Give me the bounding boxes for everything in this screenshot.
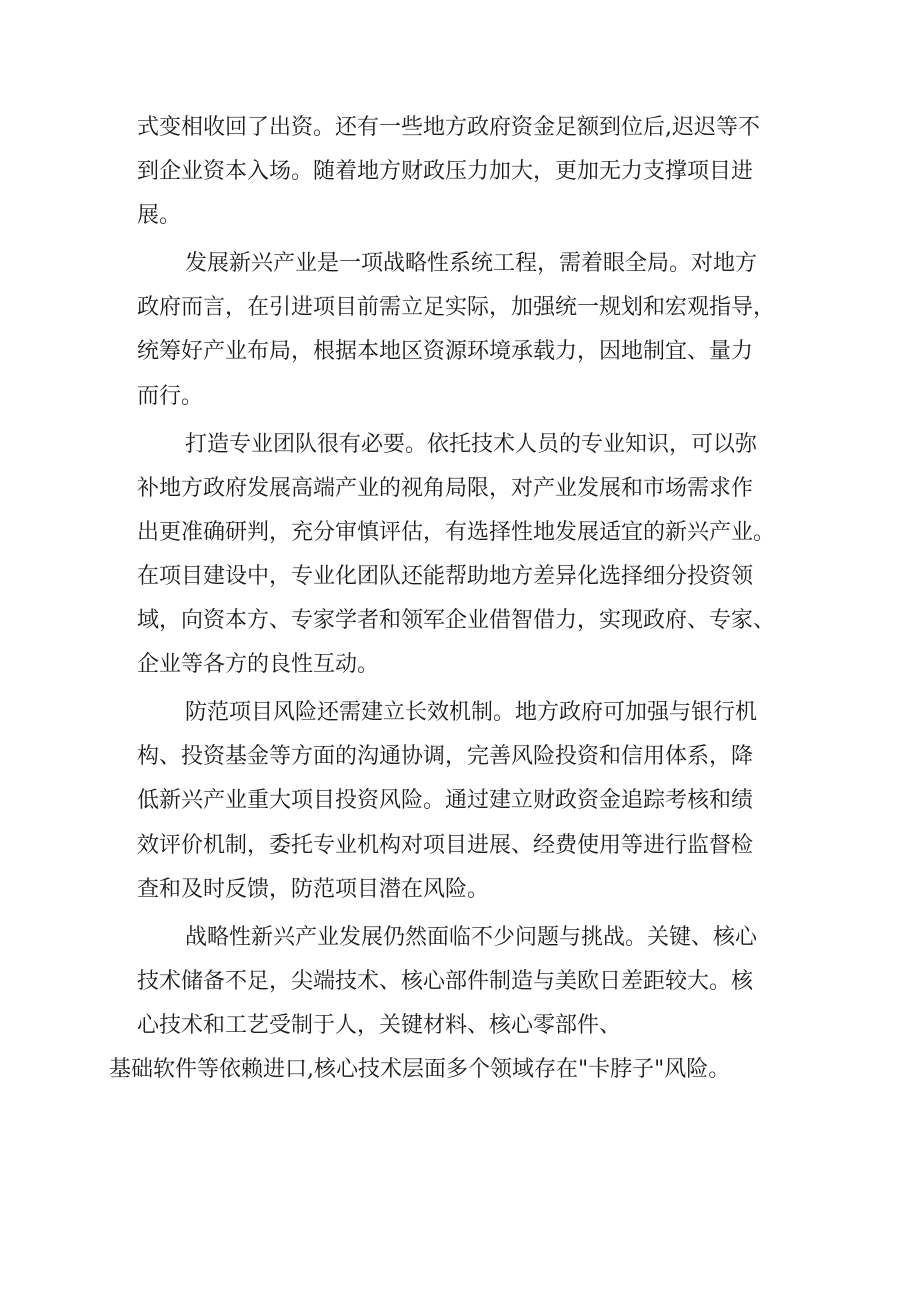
text-line: 式变相收回了出资。还有一些地方政府资金足额到位后,迟迟等不 [137, 115, 760, 140]
text-line: 补地方政府发展高端产业的视角局限，对产业发展和市场需求作 [137, 475, 754, 501]
text-line: 域，向资本方、专家学者和领军企业借智借力，实现政府、专家、 [137, 608, 776, 634]
paragraph [137, 242, 807, 418]
paragraph [137, 106, 807, 238]
text-line: 防范项目风险还需建立长效机制。地方政府可加强与银行机 [185, 700, 758, 726]
text-line: 心技术和工艺受制于人，关键材料、核心零部件、 [137, 1012, 622, 1038]
paragraph [109, 916, 807, 1092]
text-line: 统筹好产业布局，根据本地区资源环境承载力，因地制宜、量力 [137, 339, 754, 365]
text-line: 技术储备不足，尖端技术、核心部件制造与美欧日差距较大。核 [137, 968, 754, 994]
text-line: 企业等各方的良性互动。 [137, 652, 380, 678]
text-line: 基础软件等依赖进口,核心技术层面多个领域存在"卡脖子"风险。 [109, 1056, 731, 1082]
document-body [109, 106, 807, 1092]
text-line: 打造专业团队很有必要。依托技术人员的专业知识，可以弥 [185, 431, 758, 457]
text-line: 而行。 [137, 383, 204, 409]
text-line: 低新兴产业重大项目投资风险。通过建立财政资金追踪考核和绩 [137, 788, 754, 814]
text-line: 政府而言，在引进项目前需立足实际，加强统一规划和宏观指导， [137, 295, 776, 321]
text-line: 到企业资本入场。随着地方财政压力加大，更加无力支撑项目进 [137, 159, 754, 185]
text-line: 构、投资基金等方面的沟通协调，完善风险投资和信用体系，降 [137, 744, 754, 770]
text-line: 战略性新兴产业发展仍然面临不少问题与挑战。关键、核心 [185, 924, 758, 950]
paragraph [137, 691, 807, 911]
paragraph [137, 423, 807, 688]
text-line: 展。 [137, 203, 182, 229]
text-line: 发展新兴产业是一项战略性系统工程，需着眼全局。对地方 [185, 251, 758, 277]
text-line: 查和及时反馈，防范项目潜在风险。 [137, 876, 490, 902]
text-line: 出更准确研判，充分审慎评估，有选择性地发展适宜的新兴产业。 [137, 519, 776, 545]
text-line: 效评价机制，委托专业机构对项目进展、经费使用等进行监督检 [137, 832, 754, 858]
text-line: 在项目建设中，专业化团队还能帮助地方差异化选择细分投资领 [137, 563, 754, 589]
